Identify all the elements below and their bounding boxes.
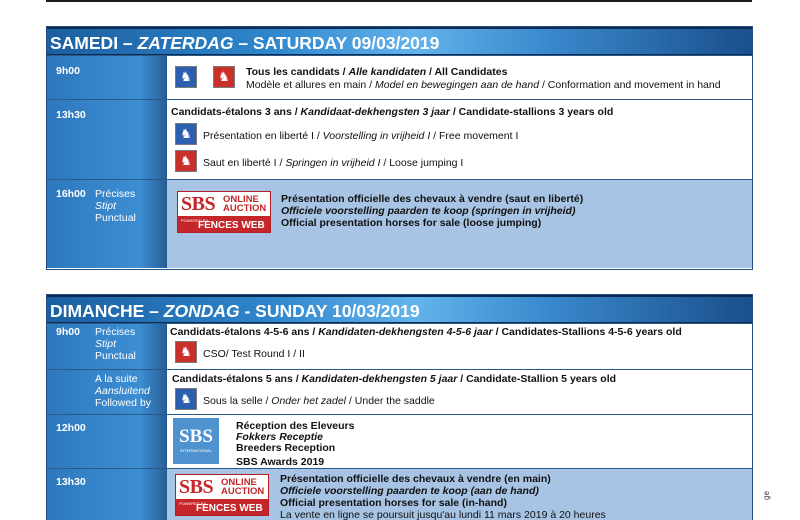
time-cell [47, 415, 167, 468]
sbs-online-auction-logo: SBS ONLINE AUCTION POWERED BY FENCES WEB [177, 191, 271, 233]
event-cell [167, 324, 752, 369]
event-title: Tous les candidats / Alle kandidaten / All Candidates [246, 66, 508, 78]
top-rule [46, 0, 752, 2]
time-cell [47, 180, 167, 268]
event-line: La vente en ligne se poursuit jusqu'au lundi 11 mars 2019 à 20 heures [280, 509, 606, 520]
time-label: 9h00 [56, 65, 80, 77]
event-title: Candidats-étalons 4-5-6 ans / Kandidaten-dekhengsten 4-5-6 jaar / Candidates-Stallions 4-5-6 years old [170, 326, 682, 338]
horse-free-movement-icon: ♞ [175, 66, 197, 88]
side-page-text: ge [762, 491, 771, 500]
event-line: Officiele voorstelling paarden te koop (springen in vrijheid) [281, 205, 576, 217]
event-cell [167, 56, 752, 99]
schedule-row [47, 468, 752, 520]
event-title: Candidats-étalons 3 ans / Kandidaat-dekhengsten 3 jaar / Candidate-stallions 3 years old [171, 106, 614, 118]
sbs-international-logo: SBS INTERNATIONAL [173, 418, 219, 464]
horse-free-movement-icon: ♞ [175, 123, 197, 145]
time-note: Précises Stipt Punctual [95, 326, 136, 362]
event-line: Officiele voorstelling paarden te koop (aan de hand) [280, 485, 539, 497]
horse-jumping-icon: ♞ [213, 66, 235, 88]
event-cell [167, 415, 752, 468]
day-en-date: SATURDAY 09/03/2019 [252, 33, 440, 53]
day-fr: DIMANCHE [50, 301, 145, 321]
time-note: Précises Stipt Punctual [95, 188, 136, 224]
day-nl: ZATERDAG [137, 33, 234, 53]
time-label: 13h30 [56, 109, 86, 121]
saturday-header [47, 27, 752, 55]
event-cell [167, 469, 752, 520]
event-line: Fokkers Receptie [236, 431, 323, 443]
header-sep: - [239, 301, 256, 321]
schedule-row [47, 55, 752, 99]
time-cell [47, 324, 167, 369]
time-cell [47, 100, 167, 179]
sbs-online-auction-logo: SBS ONLINE AUCTION POWERED BY FENCES WEB [175, 474, 269, 516]
sunday-header [47, 295, 752, 323]
schedule-row [47, 323, 752, 369]
horse-jumping-icon: ♞ [175, 150, 197, 172]
day-fr: SAMEDI [50, 33, 119, 53]
time-label: 16h00 [56, 188, 86, 200]
event-line: SBS Awards 2019 [236, 456, 325, 468]
sunday-section [46, 294, 753, 520]
event-subtitle: Modèle et allures en main / Model en bewegingen aan de hand / Conformation and movement in hand [246, 79, 721, 91]
schedule-row [47, 414, 752, 468]
time-cell [47, 56, 167, 99]
event-item: CSO/ Test Round I / II [203, 348, 305, 360]
event-line: Official presentation horses for sale (loose jumping) [281, 217, 542, 229]
time-label: 12h00 [56, 422, 86, 434]
header-sep: – [233, 33, 253, 53]
horse-free-movement-icon: ♞ [175, 388, 197, 410]
day-en-date: SUNDAY 10/03/2019 [255, 301, 420, 321]
day-nl: ZONDAG [163, 301, 240, 321]
event-line: Réception des Eleveurs [236, 420, 355, 432]
event-line: Présentation officielle des chevaux à vendre (saut en liberté) [281, 193, 584, 205]
horse-jumping-icon: ♞ [175, 341, 197, 363]
event-cell [167, 370, 752, 414]
time-note: A la suite Aansluitend Followed by [95, 373, 152, 409]
time-label: 13h30 [56, 476, 86, 488]
header-sep: – [118, 33, 138, 53]
event-line: Présentation officielle des chevaux à vendre (en main) [280, 473, 551, 485]
time-cell [47, 370, 167, 414]
event-line: Breeders Reception [236, 442, 336, 454]
header-sep: – [144, 301, 164, 321]
schedule-row [47, 99, 752, 179]
event-item: Sous la selle / Onder het zadel / Under the saddle [203, 395, 435, 407]
saturday-section [46, 26, 753, 270]
schedule-row [47, 369, 752, 414]
event-item: Saut en liberté I / Springen in vrijheid I / Loose jumping I [203, 157, 464, 169]
event-title: Candidats-étalons 5 ans / Kandidaten-dekhengsten 5 jaar / Candidate-Stallion 5 years old [172, 373, 617, 385]
event-line: Official presentation horses for sale (in-hand) [280, 497, 507, 509]
event-cell [167, 180, 752, 268]
event-item: Présentation en liberté I / Voorstelling in vrijheid I / Free movement I [203, 130, 519, 142]
event-cell [167, 100, 752, 179]
time-cell [47, 469, 167, 520]
schedule-row [47, 179, 752, 268]
time-label: 9h00 [56, 326, 80, 338]
